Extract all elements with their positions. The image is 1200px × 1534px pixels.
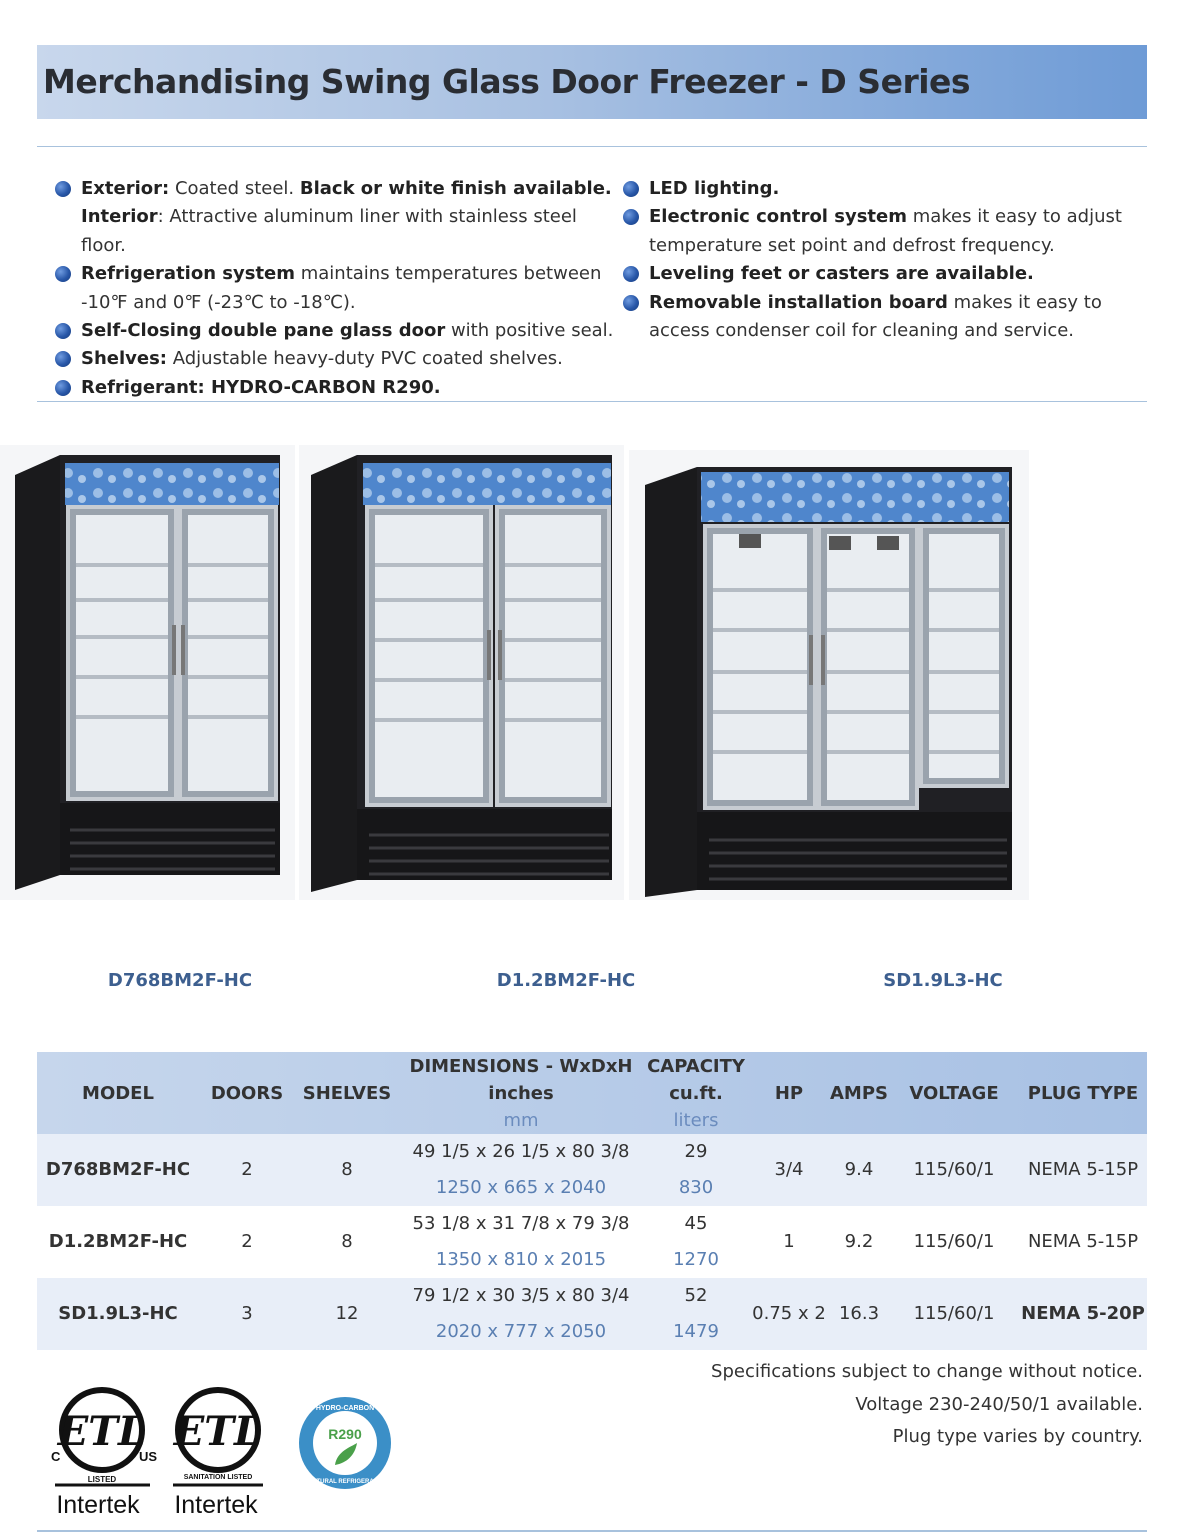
- middle-divider: [37, 401, 1147, 402]
- cell-dim-mm: 1250 x 665 x 2040: [435, 1177, 607, 1198]
- etl2-arc: SANITATION LISTED: [183, 1474, 253, 1481]
- cell-capacity: [643, 1278, 749, 1350]
- feature-left-item: Interior: Attractive aluminum liner with stainless steel floor.: [81, 206, 577, 256]
- cell-dim-mm: 1350 x 810 x 2015: [435, 1249, 607, 1270]
- cell-dim-inches: 79 1/2 x 30 3/5 x 80 3/4: [412, 1285, 630, 1306]
- product-label-2: D1.2BM2F-HC: [496, 970, 636, 991]
- note-1: Specifications subject to change without notice.: [711, 1361, 1143, 1382]
- cell-cap-cuft: 52: [684, 1285, 708, 1306]
- table-row: [37, 1134, 1147, 1206]
- etl1-brand: Intertek: [56, 1491, 140, 1519]
- feature-right-item: LED lighting.: [623, 175, 1143, 203]
- spec-table: [37, 1052, 1147, 1350]
- th-dimensions-unit-mm: mm: [503, 1109, 539, 1131]
- cell-hp: 0.75 x 2: [752, 1303, 826, 1324]
- cell-plug: NEMA 5-20P: [1021, 1303, 1145, 1324]
- freezer-image-sd19: [629, 450, 1029, 900]
- cell-amps: 9.2: [844, 1231, 874, 1252]
- etl-sanitation-logo: [168, 1385, 278, 1520]
- cell-cap-cuft: 45: [684, 1213, 708, 1234]
- feature-list-right: [623, 175, 1143, 345]
- cell-shelves: 8: [341, 1159, 353, 1180]
- cell-amps: 9.4: [844, 1159, 874, 1180]
- th-hp: HP: [774, 1082, 804, 1104]
- feature-left-item: Refrigeration system maintains temperatures between -10℉ and 0℉ (-23℃ to -18℃).: [55, 260, 625, 317]
- feature-right-item: Removable installation board makes it easy to access condenser coil for cleaning and service.: [623, 289, 1143, 346]
- etl2-letters: ETL: [173, 1408, 263, 1455]
- feature-list-left: [55, 175, 625, 402]
- bullet-icon: [623, 181, 639, 197]
- title-banner: [37, 45, 1147, 119]
- note-2: Voltage 230-240/50/1 available.: [855, 1393, 1143, 1415]
- hc-bottom-text: NATURAL REFRIGERANT: [308, 1479, 382, 1485]
- bullet-icon: [623, 295, 639, 311]
- cell-hp: 1: [783, 1231, 795, 1252]
- feature-left-item: Exterior: Coated steel. Black or white finish available.: [55, 175, 625, 203]
- cell-model: D1.2BM2F-HC: [48, 1231, 188, 1252]
- cell-shelves: 12: [335, 1303, 359, 1324]
- note-3: Plug type varies by country.: [892, 1426, 1143, 1447]
- etl1-listed: LISTED: [87, 1475, 117, 1484]
- th-amps: AMPS: [830, 1082, 888, 1104]
- cell-plug: NEMA 5-15P: [1027, 1231, 1139, 1252]
- cell-dimensions: [399, 1134, 643, 1206]
- cell-cap-liters: 1479: [673, 1321, 719, 1342]
- th-capacity-unit-liters: liters: [673, 1109, 719, 1131]
- th-dimensions-label: DIMENSIONS - WxDxH: [409, 1055, 633, 1077]
- feature-right-item: Electronic control system makes it easy to adjust temperature set point and defrost frequency.: [623, 203, 1143, 260]
- cell-dimensions: [399, 1206, 643, 1278]
- cell-cap-liters: 1270: [673, 1249, 719, 1270]
- table-row: [37, 1206, 1147, 1278]
- th-plug: PLUG TYPE: [1027, 1082, 1139, 1104]
- table-row: [37, 1278, 1147, 1350]
- th-voltage: VOLTAGE: [909, 1082, 999, 1104]
- freezer-image-d12: [299, 445, 624, 900]
- bullet-icon: [55, 181, 71, 197]
- cell-voltage: 115/60/1: [913, 1303, 995, 1324]
- th-shelves: SHELVES: [302, 1082, 392, 1104]
- bullet-icon: [55, 351, 71, 367]
- cell-doors: 2: [241, 1159, 253, 1180]
- cell-shelves: 8: [341, 1231, 353, 1252]
- bullet-icon: [55, 323, 71, 339]
- hydro-carbon-r290-logo: [295, 1393, 395, 1493]
- etl1-c: C: [51, 1449, 61, 1464]
- th-dimensions-unit-inches: inches: [488, 1082, 554, 1104]
- th-model: MODEL: [82, 1082, 154, 1104]
- etl1-letters: ETL: [57, 1408, 147, 1455]
- th-capacity-unit-cuft: cu.ft.: [669, 1082, 723, 1104]
- table-header-row: [37, 1052, 1147, 1134]
- hc-r290-text: R290: [328, 1426, 362, 1442]
- cell-capacity: [643, 1206, 749, 1278]
- cell-plug: NEMA 5-15P: [1027, 1159, 1139, 1180]
- cell-amps: 16.3: [838, 1303, 880, 1324]
- th-doors: DOORS: [210, 1082, 284, 1104]
- etl2-brand: Intertek: [174, 1491, 258, 1519]
- etl-listed-logo: [45, 1385, 170, 1520]
- page-title: Merchandising Swing Glass Door Freezer - D Series: [43, 62, 971, 101]
- hc-top-text: HYDRO-CARBON: [315, 1405, 375, 1412]
- feature-left-item: Shelves: Adjustable heavy-duty PVC coated shelves.: [55, 345, 625, 373]
- bottom-divider: [37, 1530, 1147, 1532]
- product-images: [0, 445, 1200, 915]
- cell-dim-inches: 49 1/5 x 26 1/5 x 80 3/8: [412, 1141, 630, 1162]
- cell-doors: 3: [241, 1303, 253, 1324]
- th-dimensions: [399, 1052, 643, 1134]
- cell-cap-cuft: 29: [684, 1141, 708, 1162]
- freezer-image-d768: [0, 445, 295, 900]
- cell-dim-mm: 2020 x 777 x 2050: [435, 1321, 607, 1342]
- product-label-1: D768BM2F-HC: [107, 970, 253, 991]
- feature-right-item: Leveling feet or casters are available.: [623, 260, 1143, 288]
- etl1-us: US: [139, 1449, 158, 1464]
- bullet-icon: [623, 209, 639, 225]
- bullet-icon: [623, 266, 639, 282]
- spec-notes: [711, 1356, 1143, 1454]
- th-capacity: [643, 1052, 749, 1134]
- cell-hp: 3/4: [774, 1159, 804, 1180]
- cell-dim-inches: 53 1/8 x 31 7/8 x 79 3/8: [412, 1213, 630, 1234]
- cell-capacity: [643, 1134, 749, 1206]
- cell-cap-liters: 830: [678, 1177, 714, 1198]
- bullet-icon: [55, 380, 71, 396]
- cell-voltage: 115/60/1: [913, 1231, 995, 1252]
- cell-model: D768BM2F-HC: [45, 1159, 191, 1180]
- cell-voltage: 115/60/1: [913, 1159, 995, 1180]
- feature-left-item: Refrigerant: HYDRO-CARBON R290.: [55, 374, 625, 402]
- th-capacity-label: CAPACITY: [647, 1055, 745, 1077]
- top-divider: [37, 146, 1147, 147]
- cell-doors: 2: [241, 1231, 253, 1252]
- product-label-3: SD1.9L3-HC: [883, 970, 1003, 991]
- feature-left-item: Self-Closing double pane glass door with positive seal.: [55, 317, 625, 345]
- cell-model: SD1.9L3-HC: [58, 1303, 178, 1324]
- cell-dimensions: [399, 1278, 643, 1350]
- bullet-icon: [55, 266, 71, 282]
